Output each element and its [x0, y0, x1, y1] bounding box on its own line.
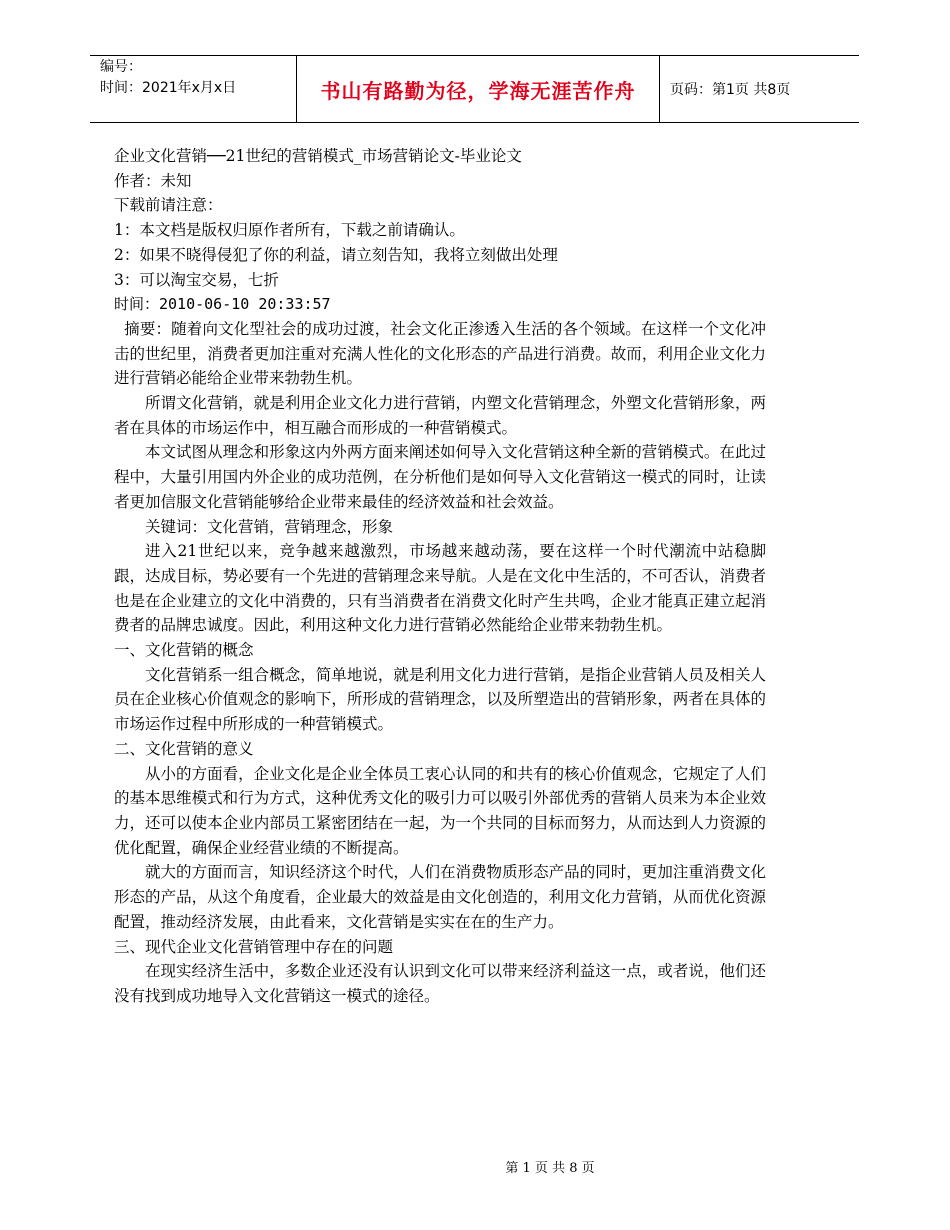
- paragraph: 从小的方面看，企业文化是企业全体员工衷心认同的和共有的核心价值观念，它规定了人们的基本思维模式和行为方式，这种优秀文化的吸引力可以吸引外部优秀的营销人员来为本企业效力，还可以使本企业内部员工紧密团结在一起，为一个共同的目标而努力，从而达到人力资源的优化配置，确保企业经营业绩的不断提高。: [114, 764, 766, 857]
- doc-time: 时间：2010-06-10 20:33:57: [114, 295, 331, 314]
- keywords: 关键词：文化营销，营销理念，形象: [145, 517, 394, 536]
- notice-item: 1：本文档是版权归原作者所有，下载之前请确认。: [114, 221, 465, 240]
- section-heading: 三、现代企业文化营销管理中存在的问题: [114, 937, 394, 956]
- section-heading: 二、文化营销的意义: [114, 739, 254, 758]
- notice-heading: 下载前请注意：: [114, 196, 223, 215]
- doc-title: 企业文化营销──21世纪的营销模式_市场营销论文-毕业论文: [114, 147, 522, 165]
- section-heading: 一、文化营销的概念: [114, 641, 254, 660]
- notice-item: 3：可以淘宝交易，七折: [114, 270, 279, 289]
- page-footer: 第 1 页 共 8 页: [505, 1161, 595, 1176]
- paragraph: 所谓文化营销，就是利用企业文化力进行营销，内塑文化营销理念，外塑文化营销形象，两者在具体的市场运作中，相互融合而形成的一种营销模式。: [114, 394, 766, 437]
- notice-item: 2：如果不晓得侵犯了你的利益，请立刻告知，我将立刻做出处理: [114, 245, 558, 264]
- number-label: 编号：: [100, 59, 142, 75]
- page-header: [90, 55, 859, 123]
- doc-author: 作者：未知: [114, 171, 192, 190]
- paragraph: 进入21世纪以来，竞争越来越激烈，市场越来越动荡，要在这样一个时代潮流中站稳脚跟，达成目标，势必要有一个先进的营销理念来导航。人是在文化中生活的，不可否认，消费者也是在企业建立的文化中消费的，只有当消费者在消费文化时产生共鸣，企业才能真正建立起消费者的品牌忠诚度。因此，利用这种文化力进行营销必然能给企业带来勃勃生机。: [114, 542, 766, 635]
- abstract: 摘要：随着向文化型社会的成功过渡，社会文化正渗透入生活的各个领域。在这样一个文化冲击的世纪里，消费者更加注重对充满人性化的文化形态的产品进行消费。故而，利用企业文化力进行营销必能给企业带来勃勃生机。: [114, 319, 766, 388]
- header-info: [90, 56, 296, 122]
- paragraph: 文化营销系一组合概念，简单地说，就是利用文化力进行营销，是指企业营销人员及相关人员在企业核心价值观念的影响下，所形成的营销理念，以及所塑造出的营销形象，两者在具体的市场运作过程中所形成的一种营销模式。: [114, 665, 766, 734]
- paragraph: 就大的方面而言，知识经济这个时代，人们在消费物质形态产品的同时，更加注重消费文化形态的产品，从这个角度看，企业最大的效益是由文化创造的，利用文化力营销，从而优化资源配置，推动经济发展，由此看来，文化营销是实实在在的生产力。: [114, 863, 766, 931]
- paragraph: 在现实经济生活中，多数企业还没有认识到文化可以带来经济利益这一点，或者说，他们还没有找到成功地导入文化营销这一模式的途径。: [114, 962, 766, 1005]
- header-page-label: 页码：第1页 共8页: [670, 82, 791, 98]
- paragraph: 本文试图从理念和形象这内外两方面来阐述如何导入文化营销这种全新的营销模式。在此过程中，大量引用国内外企业的成功范例，在分析他们是如何导入文化营销这一模式的同时，让读者更加信服文化营销能够给企业带来最佳的经济效益和社会效益。: [114, 443, 766, 511]
- document-body: [114, 144, 766, 1009]
- time-label: 时间：2021年x月x日: [100, 80, 237, 96]
- header-motto: 书山有路勤为径，学海无涯苦作舟: [296, 56, 660, 122]
